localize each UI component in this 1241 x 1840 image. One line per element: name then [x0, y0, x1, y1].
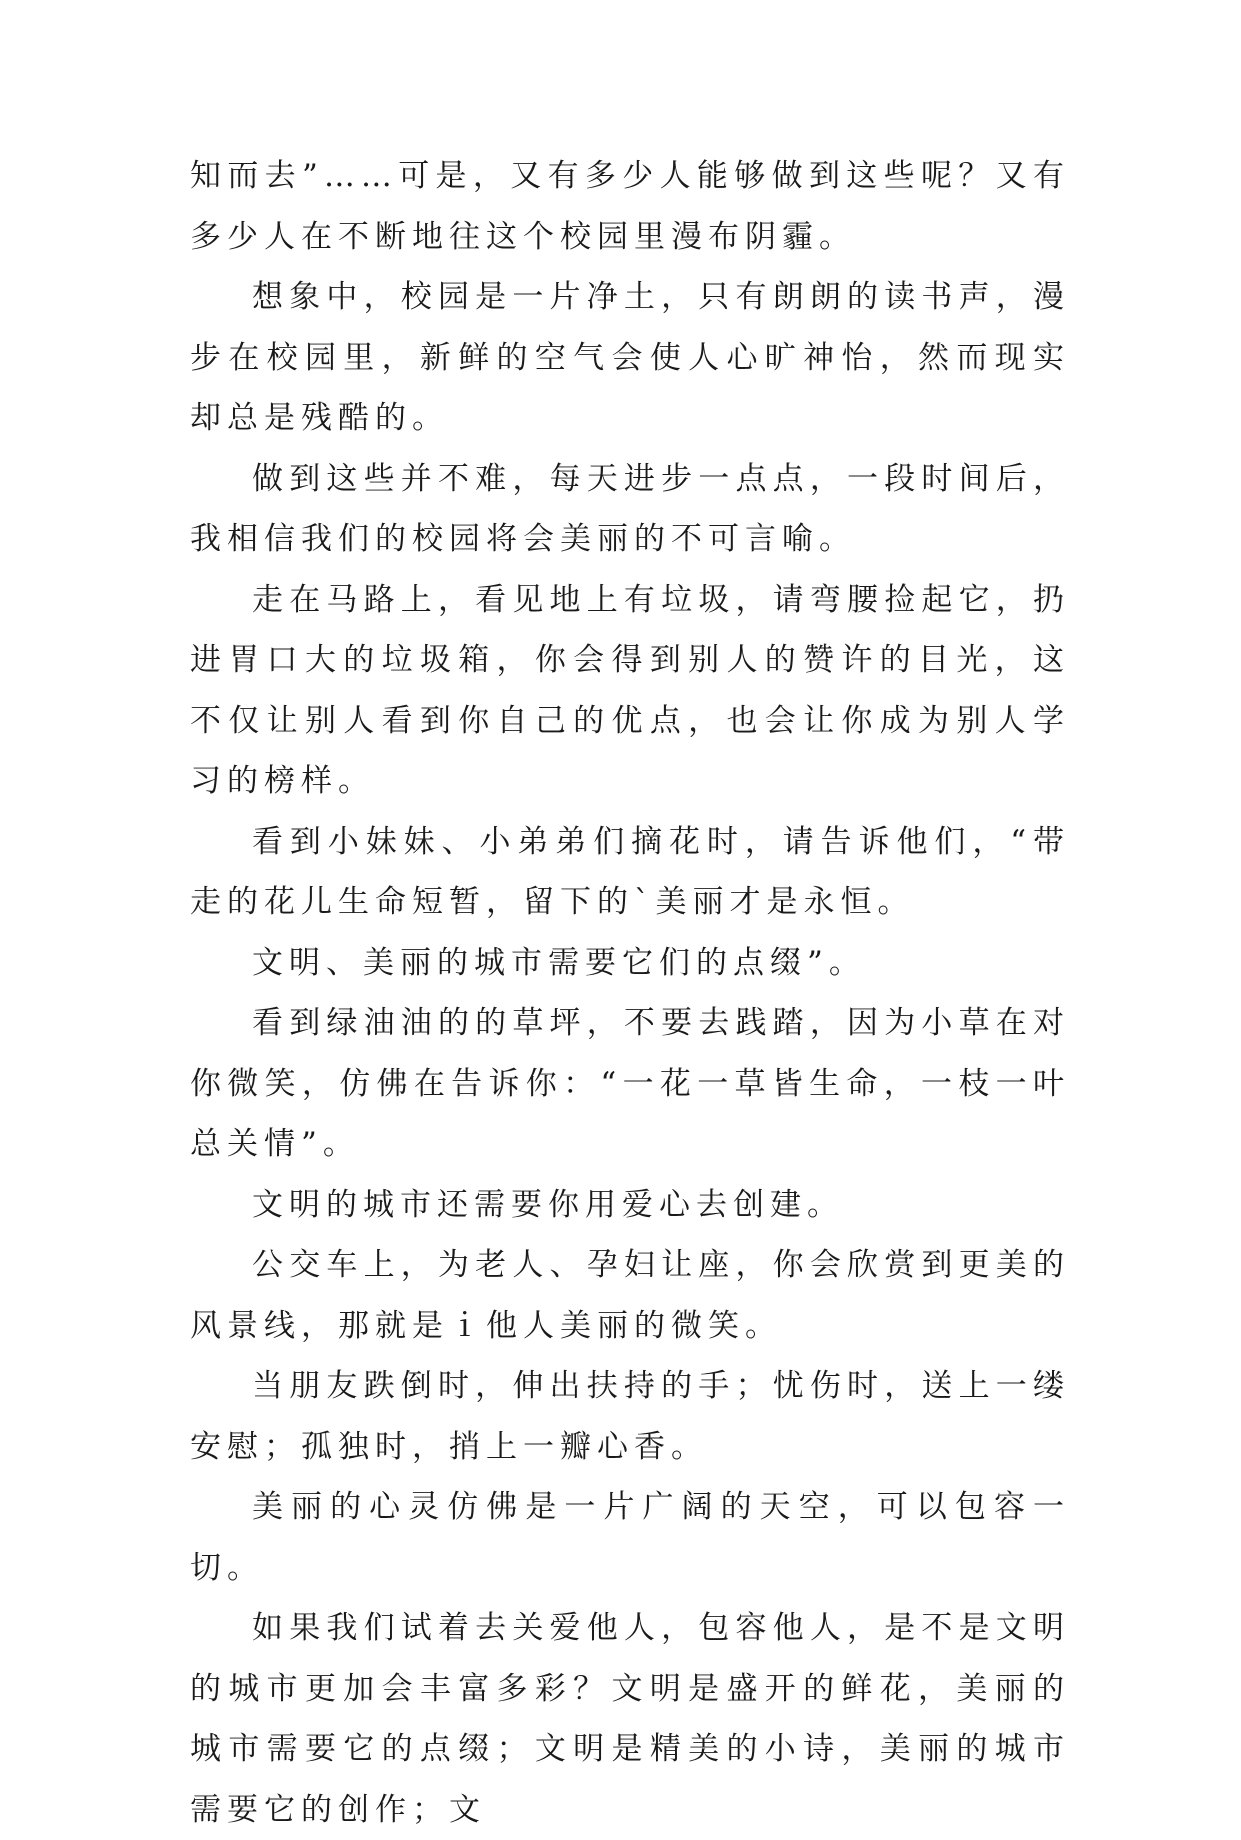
paragraph-5: 看到小妹妹、小弟弟们摘花时，请告诉他们，“带走的花儿生命短暂，留下的`美丽才是永恒。 — [190, 823, 1070, 920]
paragraph-12: 如果我们试着去关爱他人，包容他人，是不是文明的城市更加会丰富多彩？文明是盛开的鲜花，美丽的城市需要它的点缀；文明是精美的小诗，美丽的城市需要它的创作；文 — [190, 1610, 1070, 1828]
paragraph-7: 看到绿油油的的草坪，不要去践踏，因为小草在对你微笑，仿佛在告诉你：“一花一草皆生命，一枝一叶总关情”。 — [190, 1005, 1070, 1162]
paragraph-10: 当朋友跌倒时，伸出扶持的手；忧伤时，送上一缕安慰；孤独时，捎上一瓣心香。 — [190, 1368, 1070, 1465]
paragraph-4: 走在马路上，看见地上有垃圾，请弯腰捡起它，扔进胃口大的垃圾箱，你会得到别人的赞许的目光，这不仅让别人看到你自己的优点，也会让你成为别人学习的榜样。 — [190, 581, 1070, 799]
paragraph-2: 想象中，校园是一片净土，只有朗朗的读书声，漫步在校园里，新鲜的空气会使人心旷神怡，然而现实却总是残酷的。 — [190, 279, 1070, 436]
document-body — [190, 146, 1070, 1840]
paragraph-6: 文明、美丽的城市需要它们的点缀”。 — [252, 944, 866, 981]
paragraph-9: 公交车上，为老人、孕妇让座，你会欣赏到更美的风景线，那就是ｉ他人美丽的微笑。 — [190, 1247, 1070, 1344]
paragraph-8: 文明的城市还需要你用爱心去创建。 — [252, 1186, 844, 1223]
paragraph-3: 做到这些并不难，每天进步一点点，一段时间后，我相信我们的校园将会美丽的不可言喻。 — [190, 460, 1070, 557]
paragraph-11: 美丽的心灵仿佛是一片广阔的天空，可以包容一切。 — [190, 1489, 1070, 1586]
paragraph-1: 知而去”……可是，又有多少人能够做到这些呢？又有多少人在不断地往这个校园里漫布阴霾。 — [190, 158, 1070, 255]
